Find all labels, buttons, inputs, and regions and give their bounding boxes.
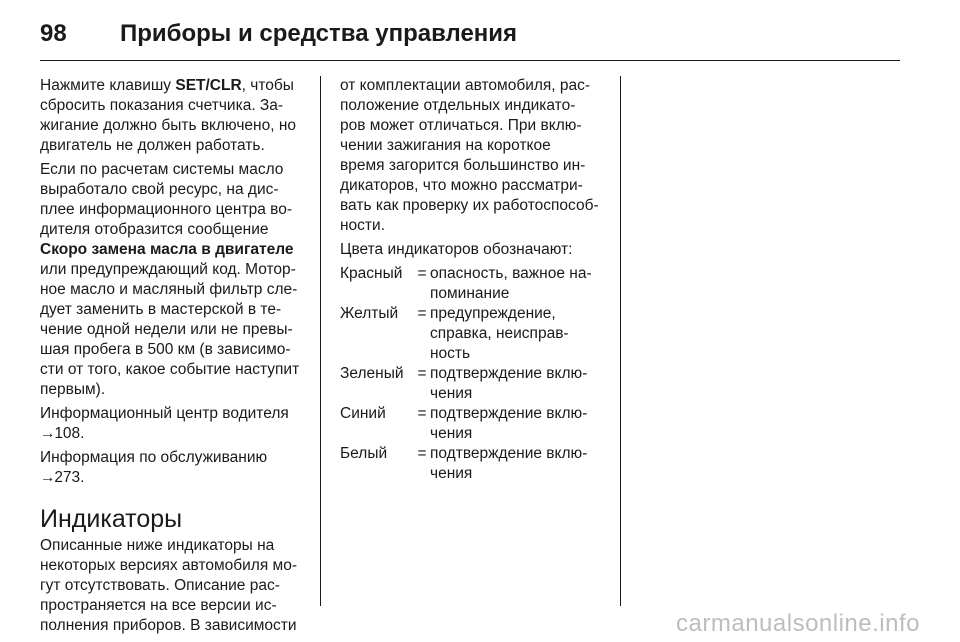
header-rule: [40, 60, 900, 61]
text-line: подтверждение вклю-: [430, 405, 588, 422]
paragraph-indicators-intro: [40, 536, 310, 636]
paragraph-oil-service: [40, 160, 310, 400]
arrow-icon: →: [40, 469, 56, 486]
paragraph-reset: [40, 76, 310, 156]
legend-color: Красный: [340, 265, 403, 282]
message-text: Скоро замена масла в двигателе: [40, 241, 294, 258]
text-line: чения: [430, 425, 473, 442]
text-line: дикаторов, что можно рассматри-: [340, 177, 583, 194]
text-line: полнения приборов. В зависимости: [40, 617, 297, 634]
text-line: шая пробега в 500 км (в зависимо-: [40, 341, 291, 358]
text-line: выработало свой ресурс, на дис-: [40, 181, 279, 198]
cross-reference-info-center[interactable]: [40, 404, 310, 444]
legend-row: [340, 404, 610, 444]
paragraph-colors-intro: [340, 240, 610, 260]
column-middle: [340, 76, 610, 484]
legend-meaning: [430, 264, 610, 304]
text-line: ности.: [340, 217, 385, 234]
text-line: чении зажигания на короткое: [340, 137, 551, 154]
column-divider-right: [620, 76, 621, 606]
legend-row: [340, 364, 610, 404]
legend-color: Зеленый: [340, 365, 404, 382]
text-line: справка, неисправ-: [430, 325, 569, 342]
text-line: дует заменить в мастерской в те-: [40, 301, 282, 318]
color-legend: [340, 264, 610, 484]
cross-reference-service[interactable]: [40, 448, 310, 488]
legend-color: Желтый: [340, 305, 399, 322]
text-line: первым).: [40, 381, 106, 398]
page-header: [40, 10, 900, 58]
text-line: подтверждение вклю-: [430, 365, 588, 382]
text-line: подтверждение вклю-: [430, 445, 588, 462]
text-line: предупреждение,: [430, 305, 556, 322]
page-title: Приборы и средства управления: [120, 20, 518, 47]
text-line: сбросить показания счетчика. За-: [40, 97, 284, 114]
text-line: пространяется на все версии ис-: [40, 597, 277, 614]
column-left: [40, 76, 310, 640]
legend-color: Белый: [340, 445, 388, 462]
text-line: вать как проверку их работоспособ-: [340, 197, 599, 214]
text-line: сти от того, какое событие наступит: [40, 361, 300, 378]
text: Нажмите клавишу: [40, 77, 176, 94]
legend-meaning: [430, 304, 610, 364]
text-line: Цвета индикаторов обозначают:: [340, 241, 573, 258]
legend-equals: =: [417, 305, 427, 322]
text-line: Описанные ниже индикаторы на: [40, 537, 275, 554]
text-line: двигатель не должен работать.: [40, 137, 265, 154]
text-line: ное масло и масляный фильтр сле-: [40, 281, 298, 298]
legend-meaning: [430, 404, 610, 444]
page-number: 98: [40, 20, 67, 47]
legend-equals: =: [417, 365, 427, 382]
reference-text: Информационный центр водителя: [40, 405, 289, 422]
text-line: опасность, важное на-: [430, 265, 592, 282]
paragraph-indicators-cont: [340, 76, 610, 236]
text-line: чения: [430, 385, 473, 402]
text-line: гут отсутствовать. Описание рас-: [40, 577, 280, 594]
text-line: [40, 76, 310, 96]
legend-row: [340, 444, 610, 484]
section-heading: Индикаторы: [40, 505, 183, 533]
text-line: от комплектации автомобиля, рас-: [340, 77, 591, 94]
key-name: SET/CLR: [175, 77, 242, 94]
text-line: некоторых версиях автомобиля мо-: [40, 557, 297, 574]
reference-text: Информация по обслуживанию: [40, 449, 268, 466]
text-line: Если по расчетам системы масло: [40, 161, 284, 178]
legend-equals: =: [417, 445, 427, 462]
legend-row: [340, 304, 610, 364]
text-line: или предупреждающий код. Мотор-: [40, 261, 296, 278]
reference-page: 108.: [54, 425, 85, 442]
legend-meaning: [430, 364, 610, 404]
text-line: поминание: [430, 285, 510, 302]
reference-page: 273.: [54, 469, 85, 486]
text-line: плее информационного центра во-: [40, 201, 292, 218]
legend-meaning: [430, 444, 610, 484]
text-line: положение отдельных индикато-: [340, 97, 576, 114]
legend-row: [340, 264, 610, 304]
column-divider-left: [320, 76, 321, 606]
text-line: чения: [430, 465, 473, 482]
legend-color: Синий: [340, 405, 386, 422]
text-line: чение одной недели или не превы-: [40, 321, 293, 338]
legend-equals: =: [417, 265, 427, 282]
arrow-icon: →: [40, 425, 56, 442]
legend-equals: =: [417, 405, 427, 422]
text-line: жигание должно быть включено, но: [40, 117, 297, 134]
text: , чтобы: [241, 77, 294, 94]
text-line: дителя отобразится сообщение: [40, 221, 269, 238]
watermark-text: carmanualsonline.info: [676, 610, 920, 637]
text-line: ров может отличаться. При вклю-: [340, 117, 582, 134]
text-line: ность: [430, 345, 471, 362]
text-line: время загорится большинство ин-: [340, 157, 586, 174]
